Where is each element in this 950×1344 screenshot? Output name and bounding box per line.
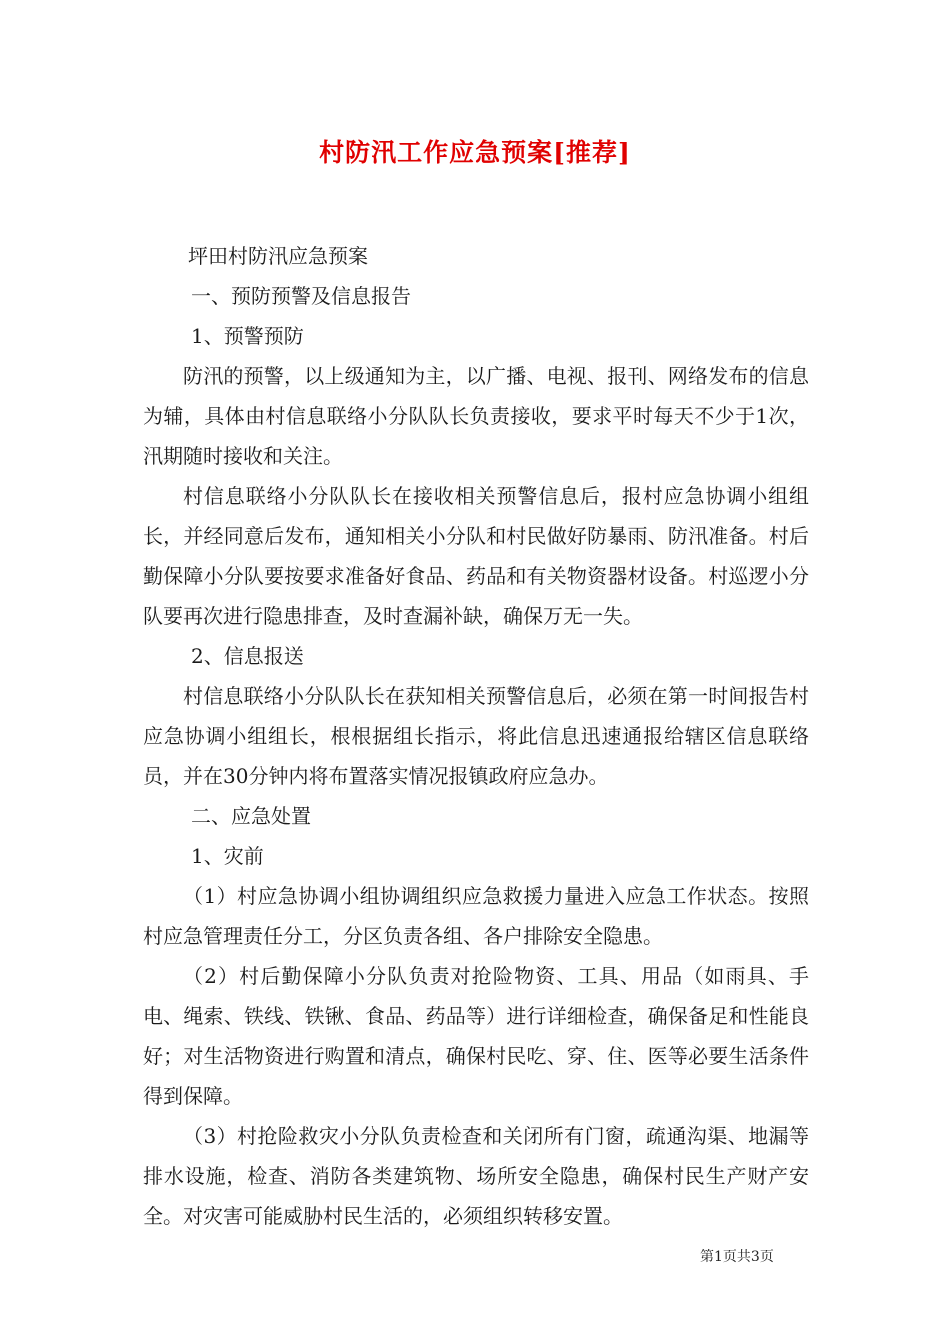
section-heading: 一、预防预警及信息报告: [191, 284, 411, 308]
paragraph: 村信息联络小分队队长在接收相关预警信息后，报村应急协调小组组长，并经同意后发布，通知相关小分队和村民做好防暴雨、防汛准备。村后勤保障小分队要按要求准备好食品、药品和有关物资器材设备。村巡逻小分队要再次进行隐患排查，及时查漏补缺，确保万无一失。: [143, 484, 809, 628]
document-title: 村防汛工作应急预案[推荐]: [319, 138, 631, 167]
page-number: 第1页共3页: [700, 1249, 774, 1265]
plan-name: 坪田村防汛应急预案: [188, 244, 368, 268]
paragraph: （2）村后勤保障小分队负责对抢险物资、工具、用品（如雨具、手电、绳索、铁线、铁锹、食品、药品等）进行详细检查，确保备足和性能良好；对生活物资进行购置和清点，确保村民吃、穿、住、医等必要生活条件得到保障。: [143, 964, 809, 1108]
paragraph: （1）村应急协调小组协调组织应急救援力量进入应急工作状态。按照村应急管理责任分工，分区负责各组、各户排除安全隐患。: [143, 884, 809, 948]
paragraph: 防汛的预警，以上级通知为主，以广播、电视、报刊、网络发布的信息为辅，具体由村信息联络小分队队长负责接收，要求平时每天不少于1次，汛期随时接收和关注。: [143, 364, 809, 468]
section-heading: 二、应急处置: [191, 804, 311, 828]
subsection-heading: 1、灾前: [191, 844, 264, 868]
subsection-heading: 1、预警预防: [191, 324, 304, 348]
document-body: [143, 236, 809, 1236]
paragraph: （3）村抢险救灾小分队负责检查和关闭所有门窗，疏通沟渠、地漏等排水设施，检查、消防各类建筑物、场所安全隐患，确保村民生产财产安全。对灾害可能威胁村民生活的，必须组织转移安置。: [143, 1124, 809, 1228]
paragraph: 村信息联络小分队队长在获知相关预警信息后，必须在第一时间报告村应急协调小组组长，根根据组长指示，将此信息迅速通报给辖区信息联络员，并在30分钟内将布置落实情况报镇政府应急办。: [143, 684, 809, 788]
subsection-heading: 2、信息报送: [191, 644, 304, 668]
